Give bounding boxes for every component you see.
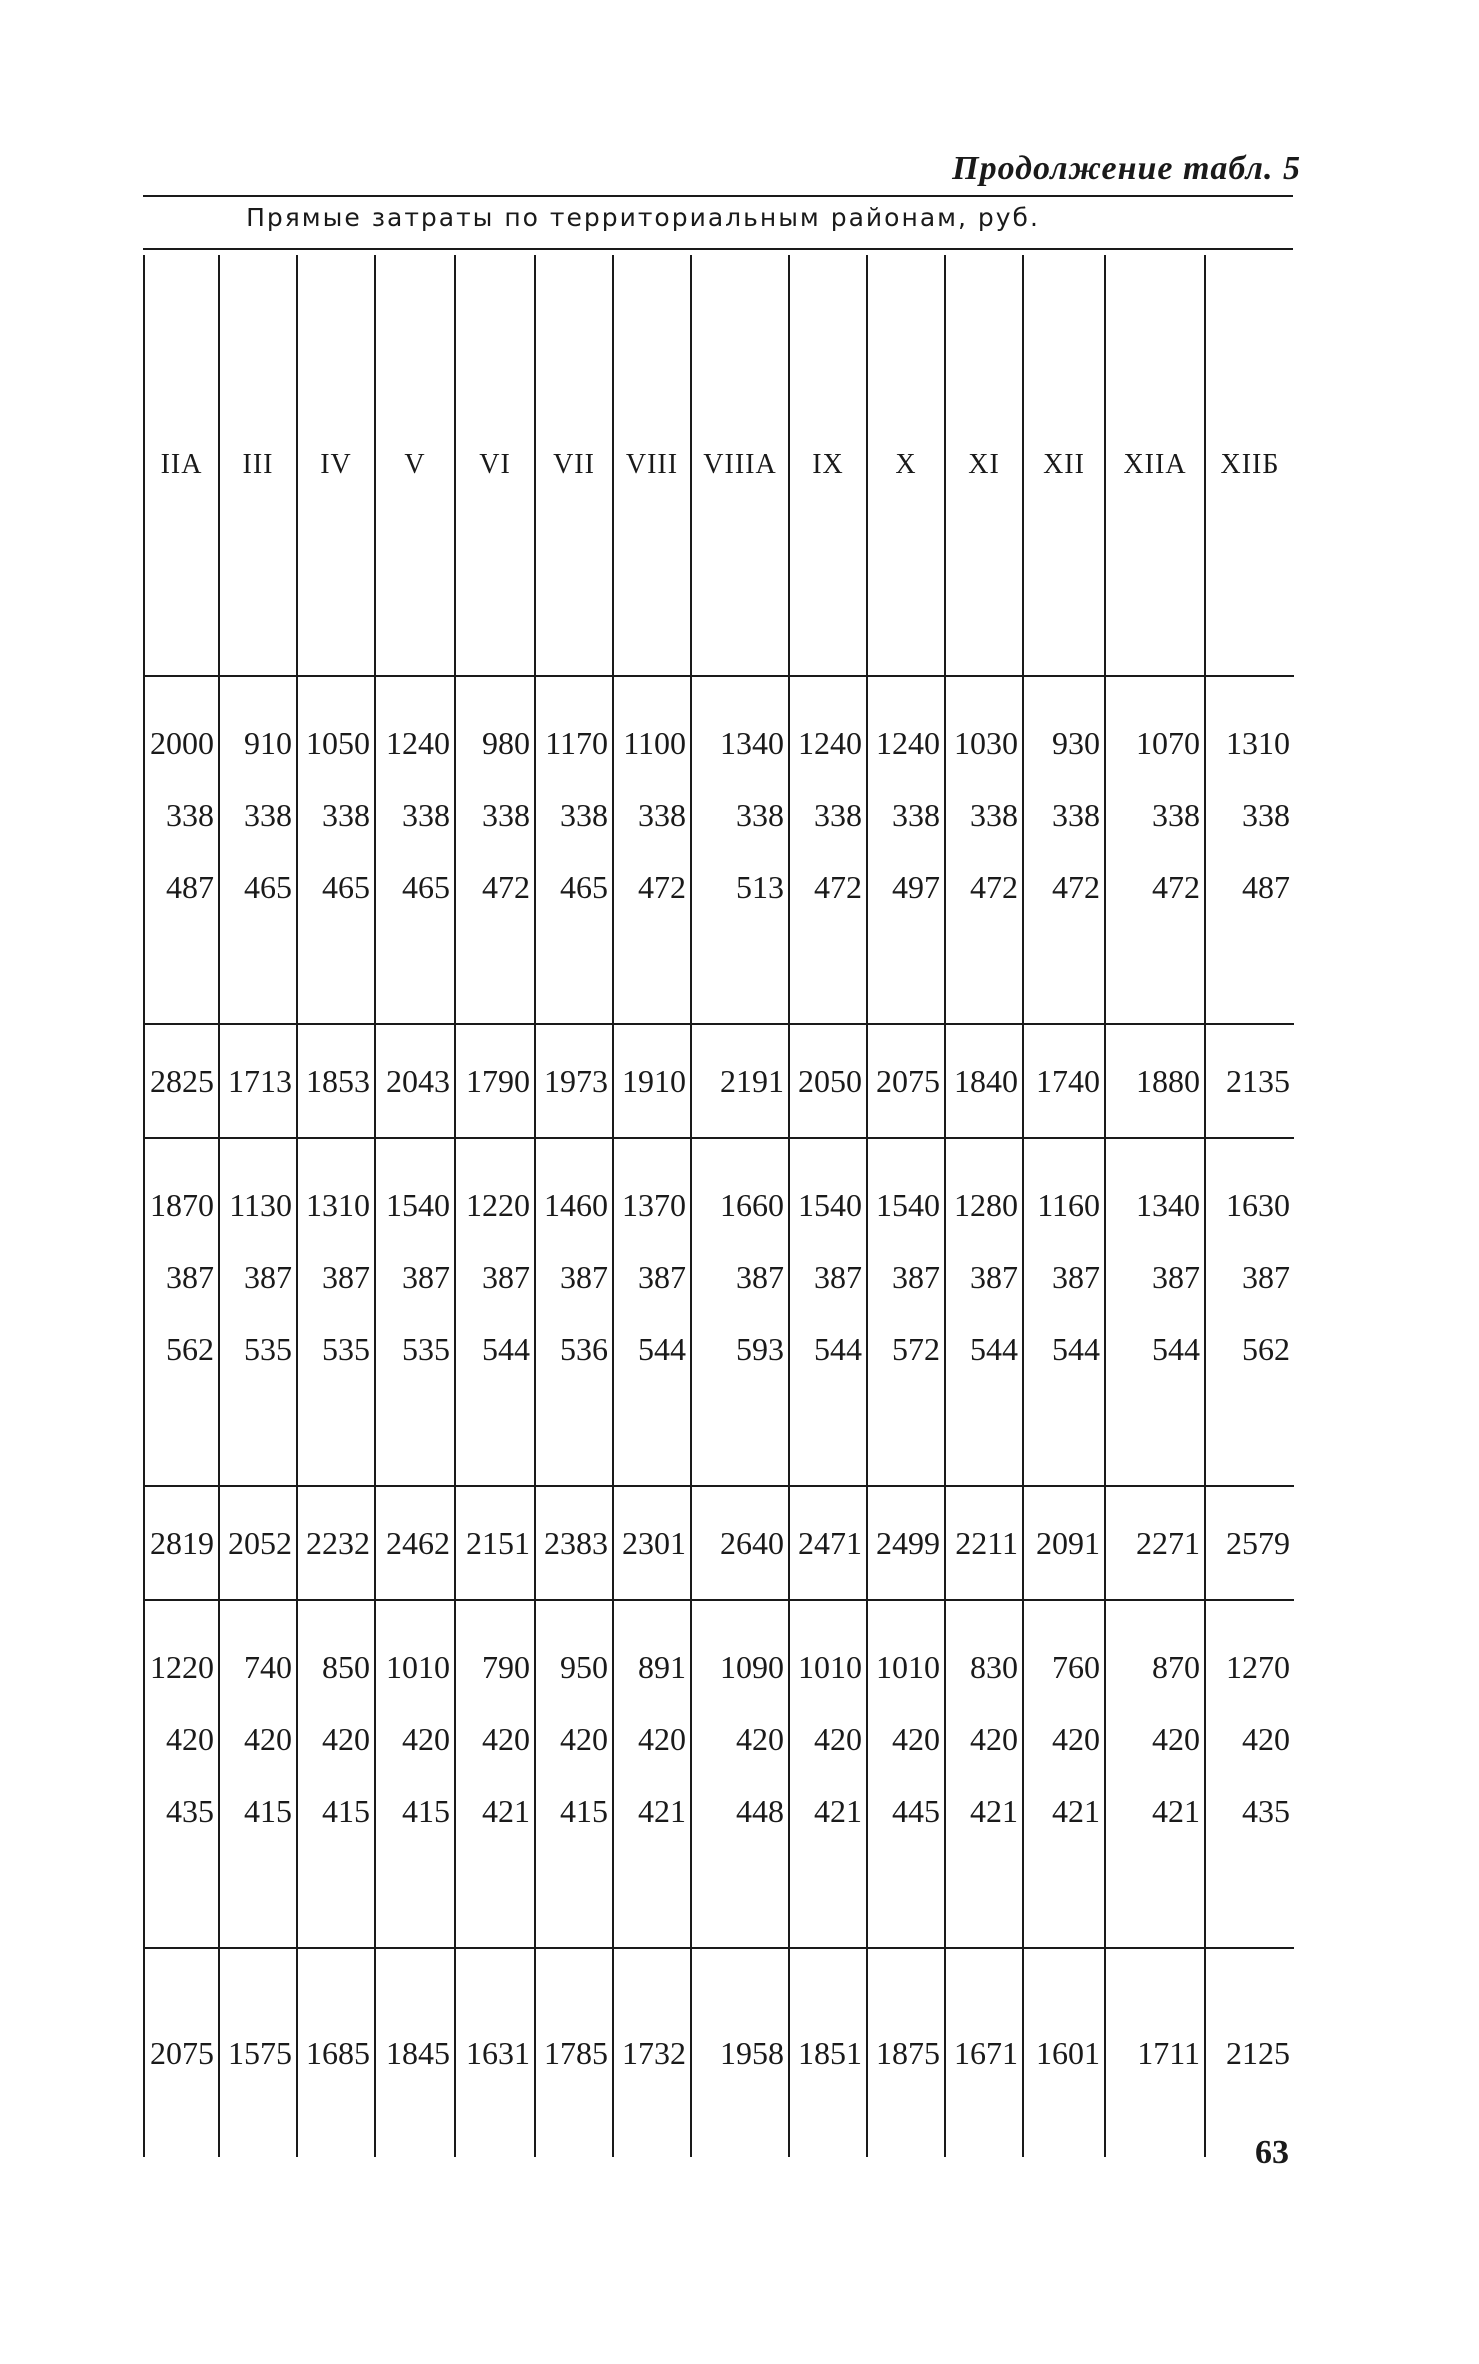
table-cell: 535 — [297, 1313, 375, 1385]
table-cell: 1160 — [1023, 1138, 1105, 1241]
spacer-cell — [867, 1847, 945, 1948]
table-cell: 421 — [613, 1775, 691, 1847]
table-cell: 338 — [691, 779, 789, 851]
column-header: IX — [789, 255, 867, 676]
total-cell: 2232 — [297, 1486, 375, 1600]
total-row — [144, 1948, 1294, 2157]
spacer-cell — [219, 923, 297, 1024]
row-group — [144, 676, 1294, 1024]
table-cell: 544 — [789, 1313, 867, 1385]
table-cell: 465 — [535, 851, 613, 923]
spacer-cell — [144, 923, 219, 1024]
table-cell: 465 — [219, 851, 297, 923]
spacer-cell — [144, 1847, 219, 1948]
total-cell: 1851 — [789, 1948, 867, 2157]
table-cell: 1280 — [945, 1138, 1023, 1241]
total-cell: 2383 — [535, 1486, 613, 1600]
total-cell: 1845 — [375, 1948, 455, 2157]
table-cell: 415 — [297, 1775, 375, 1847]
table-cell: 420 — [867, 1703, 945, 1775]
spacer-cell — [1105, 1385, 1205, 1486]
table-cell: 338 — [375, 779, 455, 851]
table-cell: 1010 — [867, 1600, 945, 1703]
table-cell: 544 — [613, 1313, 691, 1385]
total-cell: 1880 — [1105, 1024, 1205, 1138]
spacer-row — [144, 1847, 1294, 1948]
table-cell: 536 — [535, 1313, 613, 1385]
table-cell: 387 — [789, 1241, 867, 1313]
table-cell: 387 — [1105, 1241, 1205, 1313]
table-cell: 1540 — [867, 1138, 945, 1241]
spacer-cell — [1023, 1385, 1105, 1486]
column-header: IV — [297, 255, 375, 676]
table-cell: 1370 — [613, 1138, 691, 1241]
spacer-cell — [375, 923, 455, 1024]
column-header: V — [375, 255, 455, 676]
table-cell: 420 — [297, 1703, 375, 1775]
table-cell: 387 — [1023, 1241, 1105, 1313]
table-cell: 1070 — [1105, 676, 1205, 779]
total-cell: 2819 — [144, 1486, 219, 1600]
table-cell: 435 — [1205, 1775, 1294, 1847]
column-header: X — [867, 255, 945, 676]
table-cell: 1540 — [375, 1138, 455, 1241]
table-cell: 420 — [691, 1703, 789, 1775]
table-cell: 338 — [789, 779, 867, 851]
table-cell: 387 — [375, 1241, 455, 1313]
column-header: VIIIА — [691, 255, 789, 676]
table-cell: 387 — [945, 1241, 1023, 1313]
column-header: VI — [455, 255, 535, 676]
table-cell: 338 — [297, 779, 375, 851]
table-cell: 472 — [1105, 851, 1205, 923]
table-cell: 1240 — [867, 676, 945, 779]
table-cell: 1660 — [691, 1138, 789, 1241]
table-cell: 448 — [691, 1775, 789, 1847]
total-cell: 2471 — [789, 1486, 867, 1600]
total-cell: 2462 — [375, 1486, 455, 1600]
table-cell: 421 — [1023, 1775, 1105, 1847]
total-row — [144, 1486, 1294, 1600]
table-cell: 472 — [789, 851, 867, 923]
table-cell: 1340 — [1105, 1138, 1205, 1241]
table-row — [144, 676, 1294, 779]
table-cell: 420 — [1205, 1703, 1294, 1775]
total-cell: 1958 — [691, 1948, 789, 2157]
table-cell: 1220 — [144, 1600, 219, 1703]
table-cell: 1340 — [691, 676, 789, 779]
cost-table — [143, 255, 1294, 2157]
table-cell: 1630 — [1205, 1138, 1294, 1241]
table-cell: 1540 — [789, 1138, 867, 1241]
total-cell: 2052 — [219, 1486, 297, 1600]
spacer-cell — [691, 1847, 789, 1948]
total-cell: 2091 — [1023, 1486, 1105, 1600]
total-cell: 2075 — [867, 1024, 945, 1138]
spacer-cell — [535, 923, 613, 1024]
table-cell: 1460 — [535, 1138, 613, 1241]
total-cell: 1740 — [1023, 1024, 1105, 1138]
table-cell: 1310 — [1205, 676, 1294, 779]
table-cell: 472 — [1023, 851, 1105, 923]
total-cell: 2125 — [1205, 1948, 1294, 2157]
table-cell: 420 — [455, 1703, 535, 1775]
spacer-cell — [297, 923, 375, 1024]
table-cell: 420 — [789, 1703, 867, 1775]
total-cell: 1875 — [867, 1948, 945, 2157]
spacer-cell — [375, 1847, 455, 1948]
table-cell: 1240 — [789, 676, 867, 779]
table-row — [144, 1703, 1294, 1775]
table-cell: 421 — [455, 1775, 535, 1847]
table-cell: 387 — [144, 1241, 219, 1313]
spacer-cell — [219, 1385, 297, 1486]
table-cell: 980 — [455, 676, 535, 779]
total-cell: 1671 — [945, 1948, 1023, 2157]
table-cell: 740 — [219, 1600, 297, 1703]
table-cell: 535 — [375, 1313, 455, 1385]
table-cell: 535 — [219, 1313, 297, 1385]
spacer-cell — [1105, 923, 1205, 1024]
spacer-cell — [945, 1847, 1023, 1948]
spacer-cell — [219, 1847, 297, 1948]
spacer-cell — [691, 1385, 789, 1486]
table-cell: 338 — [1023, 779, 1105, 851]
spacer-cell — [789, 923, 867, 1024]
table-cell: 338 — [945, 779, 1023, 851]
table-cell: 760 — [1023, 1600, 1105, 1703]
table-cell: 420 — [375, 1703, 455, 1775]
total-cell: 1732 — [613, 1948, 691, 2157]
spacer-cell — [535, 1385, 613, 1486]
total-cell: 2271 — [1105, 1486, 1205, 1600]
total-group — [144, 1486, 1294, 1600]
table-cell: 421 — [945, 1775, 1023, 1847]
total-cell: 2050 — [789, 1024, 867, 1138]
total-cell: 2075 — [144, 1948, 219, 2157]
spacer-cell — [144, 1385, 219, 1486]
column-header: VII — [535, 255, 613, 676]
table-caption: Продолжение табл. 5 — [952, 150, 1301, 187]
total-cell: 2640 — [691, 1486, 789, 1600]
total-cell: 1853 — [297, 1024, 375, 1138]
table-cell: 445 — [867, 1775, 945, 1847]
total-cell: 1601 — [1023, 1948, 1105, 2157]
table-cell: 830 — [945, 1600, 1023, 1703]
table-cell: 387 — [613, 1241, 691, 1313]
spacer-row — [144, 1385, 1294, 1486]
table-cell: 910 — [219, 676, 297, 779]
table-cell: 465 — [375, 851, 455, 923]
table-cell: 421 — [789, 1775, 867, 1847]
table-cell: 790 — [455, 1600, 535, 1703]
total-cell: 2579 — [1205, 1486, 1294, 1600]
total-group — [144, 1024, 1294, 1138]
table-cell: 338 — [1105, 779, 1205, 851]
table-cell: 1050 — [297, 676, 375, 779]
row-group — [144, 1600, 1294, 1948]
spacer-cell — [1205, 1385, 1294, 1486]
table-cell: 338 — [455, 779, 535, 851]
spacer-cell — [867, 1385, 945, 1486]
total-cell: 1973 — [535, 1024, 613, 1138]
page-number: 63 — [1255, 2134, 1289, 2171]
table-cell: 387 — [219, 1241, 297, 1313]
total-cell: 1910 — [613, 1024, 691, 1138]
column-header: VIII — [613, 255, 691, 676]
total-cell: 2191 — [691, 1024, 789, 1138]
table-cell: 338 — [1205, 779, 1294, 851]
total-cell: 2151 — [455, 1486, 535, 1600]
table-cell: 387 — [1205, 1241, 1294, 1313]
spacer-cell — [945, 923, 1023, 1024]
table-cell: 415 — [375, 1775, 455, 1847]
spacer-cell — [1205, 1847, 1294, 1948]
table-cell: 420 — [1105, 1703, 1205, 1775]
table-cell: 487 — [1205, 851, 1294, 923]
table-cell: 544 — [455, 1313, 535, 1385]
table-cell: 544 — [1105, 1313, 1205, 1385]
total-cell: 2499 — [867, 1486, 945, 1600]
spacer-cell — [613, 923, 691, 1024]
table-cell: 415 — [535, 1775, 613, 1847]
spacer-cell — [691, 923, 789, 1024]
column-header: III — [219, 255, 297, 676]
table-cell: 1030 — [945, 676, 1023, 779]
table-cell: 572 — [867, 1313, 945, 1385]
table-cell: 387 — [691, 1241, 789, 1313]
total-cell: 2211 — [945, 1486, 1023, 1600]
spacer-cell — [297, 1847, 375, 1948]
table-cell: 1100 — [613, 676, 691, 779]
column-header: XI — [945, 255, 1023, 676]
table-cell: 421 — [1105, 1775, 1205, 1847]
column-header: XIIА — [1105, 255, 1205, 676]
table-cell: 415 — [219, 1775, 297, 1847]
table-cell: 1090 — [691, 1600, 789, 1703]
table-cell: 1170 — [535, 676, 613, 779]
table-row — [144, 779, 1294, 851]
spacer-cell — [1023, 923, 1105, 1024]
table-cell: 387 — [867, 1241, 945, 1313]
table-cell: 472 — [945, 851, 1023, 923]
table-cell: 420 — [219, 1703, 297, 1775]
table-cell: 1220 — [455, 1138, 535, 1241]
table-cell: 387 — [535, 1241, 613, 1313]
spacer-row — [144, 923, 1294, 1024]
row-group — [144, 1138, 1294, 1486]
spacer-cell — [297, 1385, 375, 1486]
table-cell: 1240 — [375, 676, 455, 779]
spacer-cell — [455, 1385, 535, 1486]
table-cell: 420 — [144, 1703, 219, 1775]
table-cell: 387 — [455, 1241, 535, 1313]
column-header: XII — [1023, 255, 1105, 676]
table-cell: 1270 — [1205, 1600, 1294, 1703]
table-cell: 1870 — [144, 1138, 219, 1241]
total-row — [144, 1024, 1294, 1138]
table-cell: 387 — [297, 1241, 375, 1313]
table-cell: 420 — [535, 1703, 613, 1775]
table-cell: 420 — [1023, 1703, 1105, 1775]
table-subtitle: Прямые затраты по территориальным районам, руб. — [246, 203, 1040, 232]
spacer-cell — [1105, 1847, 1205, 1948]
table-cell: 420 — [613, 1703, 691, 1775]
column-header: XIIБ — [1205, 255, 1294, 676]
table-cell: 472 — [455, 851, 535, 923]
table-cell: 891 — [613, 1600, 691, 1703]
total-group — [144, 1948, 1294, 2157]
spacer-cell — [535, 1847, 613, 1948]
column-header: IIА — [144, 255, 219, 676]
table-cell: 544 — [945, 1313, 1023, 1385]
table-cell: 472 — [613, 851, 691, 923]
table-cell: 338 — [535, 779, 613, 851]
total-cell: 1711 — [1105, 1948, 1205, 2157]
table-row — [144, 1600, 1294, 1703]
table-cell: 1310 — [297, 1138, 375, 1241]
spacer-cell — [789, 1385, 867, 1486]
total-cell: 1685 — [297, 1948, 375, 2157]
header-row — [144, 255, 1294, 676]
table-cell: 850 — [297, 1600, 375, 1703]
table-cell: 950 — [535, 1600, 613, 1703]
table-row — [144, 851, 1294, 923]
table-cell: 593 — [691, 1313, 789, 1385]
total-cell: 1785 — [535, 1948, 613, 2157]
spacer-cell — [375, 1385, 455, 1486]
spacer-cell — [455, 923, 535, 1024]
total-cell: 1790 — [455, 1024, 535, 1138]
total-cell: 2135 — [1205, 1024, 1294, 1138]
subtitle-rule — [143, 248, 1293, 250]
table-cell: 420 — [945, 1703, 1023, 1775]
table-row — [144, 1313, 1294, 1385]
spacer-cell — [789, 1847, 867, 1948]
total-cell: 2043 — [375, 1024, 455, 1138]
total-cell: 1575 — [219, 1948, 297, 2157]
table-cell: 930 — [1023, 676, 1105, 779]
table-row — [144, 1775, 1294, 1847]
table-cell: 544 — [1023, 1313, 1105, 1385]
table-cell: 338 — [219, 779, 297, 851]
total-cell: 1713 — [219, 1024, 297, 1138]
table-cell: 562 — [1205, 1313, 1294, 1385]
caption-rule — [143, 195, 1293, 197]
spacer-cell — [455, 1847, 535, 1948]
spacer-cell — [613, 1385, 691, 1486]
table-cell: 870 — [1105, 1600, 1205, 1703]
spacer-cell — [613, 1847, 691, 1948]
table-row — [144, 1138, 1294, 1241]
total-cell: 1840 — [945, 1024, 1023, 1138]
spacer-cell — [1205, 923, 1294, 1024]
table-cell: 497 — [867, 851, 945, 923]
total-cell: 2301 — [613, 1486, 691, 1600]
table-cell: 562 — [144, 1313, 219, 1385]
table-cell: 338 — [613, 779, 691, 851]
table-cell: 1010 — [375, 1600, 455, 1703]
spacer-cell — [945, 1385, 1023, 1486]
table-cell: 338 — [867, 779, 945, 851]
total-cell: 1631 — [455, 1948, 535, 2157]
table-cell: 338 — [144, 779, 219, 851]
table-row — [144, 1241, 1294, 1313]
table-cell: 1130 — [219, 1138, 297, 1241]
table-cell: 513 — [691, 851, 789, 923]
table-cell: 2000 — [144, 676, 219, 779]
table-cell: 1010 — [789, 1600, 867, 1703]
spacer-cell — [867, 923, 945, 1024]
table-cell: 435 — [144, 1775, 219, 1847]
table-cell: 487 — [144, 851, 219, 923]
table-cell: 465 — [297, 851, 375, 923]
spacer-cell — [1023, 1847, 1105, 1948]
total-cell: 2825 — [144, 1024, 219, 1138]
